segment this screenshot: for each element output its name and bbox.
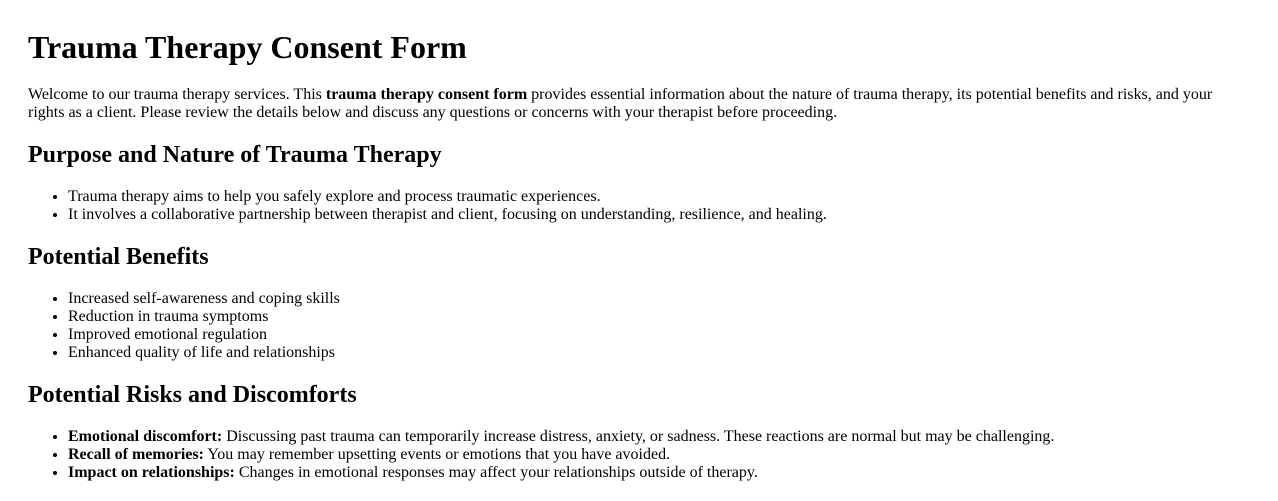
list-item [68, 428, 1250, 446]
purpose-list [28, 188, 1250, 224]
risk-label: Recall of memories: [68, 446, 204, 463]
list-item: • Trauma therapy aims to help you safely explore and process traumatic experiences. [68, 188, 1250, 206]
risk-text: Discussing past trauma can temporarily increase distress, anxiety, or sadness. These reactions are normal but may be challenging. [222, 428, 1055, 445]
benefits-list [28, 290, 1250, 362]
risks-list [28, 428, 1250, 482]
list-item: • Reduction in trauma symptoms [68, 308, 1250, 326]
list-item: • Improved emotional regulation [68, 326, 1250, 344]
section-heading-benefits: Potential Benefits [28, 244, 209, 270]
intro-paragraph [28, 86, 1228, 122]
list-item: • Increased self-awareness and coping skills [68, 290, 1250, 308]
consent-form-page [0, 29, 1278, 482]
list-item: • It involves a collaborative partnership between therapist and client, focusing on understanding, resilience, and healing. [68, 206, 1250, 224]
risk-text: You may remember upsetting events or emotions that you have avoided. [203, 446, 671, 463]
risk-label: Impact on relationships: [68, 464, 235, 481]
intro-text-before: Welcome to our trauma therapy services. This [28, 86, 326, 103]
intro-text-after: provides essential information about the nature of trauma therapy, its potential benefits and risks, and your rights as a client. Please review the details below and discuss any questions or concerns with your therapist before proceeding. [28, 86, 1213, 121]
risk-text: Changes in emotional responses may affect your relationships outside of therapy. [234, 464, 758, 481]
section-heading-risks: Potential Risks and Discomforts [28, 382, 357, 408]
list-item [68, 464, 1250, 482]
list-item [68, 446, 1250, 464]
intro-bold-term: trauma therapy consent form [325, 86, 528, 103]
section-heading-purpose: Purpose and Nature of Trauma Therapy [28, 142, 442, 168]
page-title: Trauma Therapy Consent Form [28, 29, 467, 65]
risk-label: Emotional discomfort: [68, 428, 223, 445]
list-item: • Enhanced quality of life and relationships [68, 344, 1250, 362]
